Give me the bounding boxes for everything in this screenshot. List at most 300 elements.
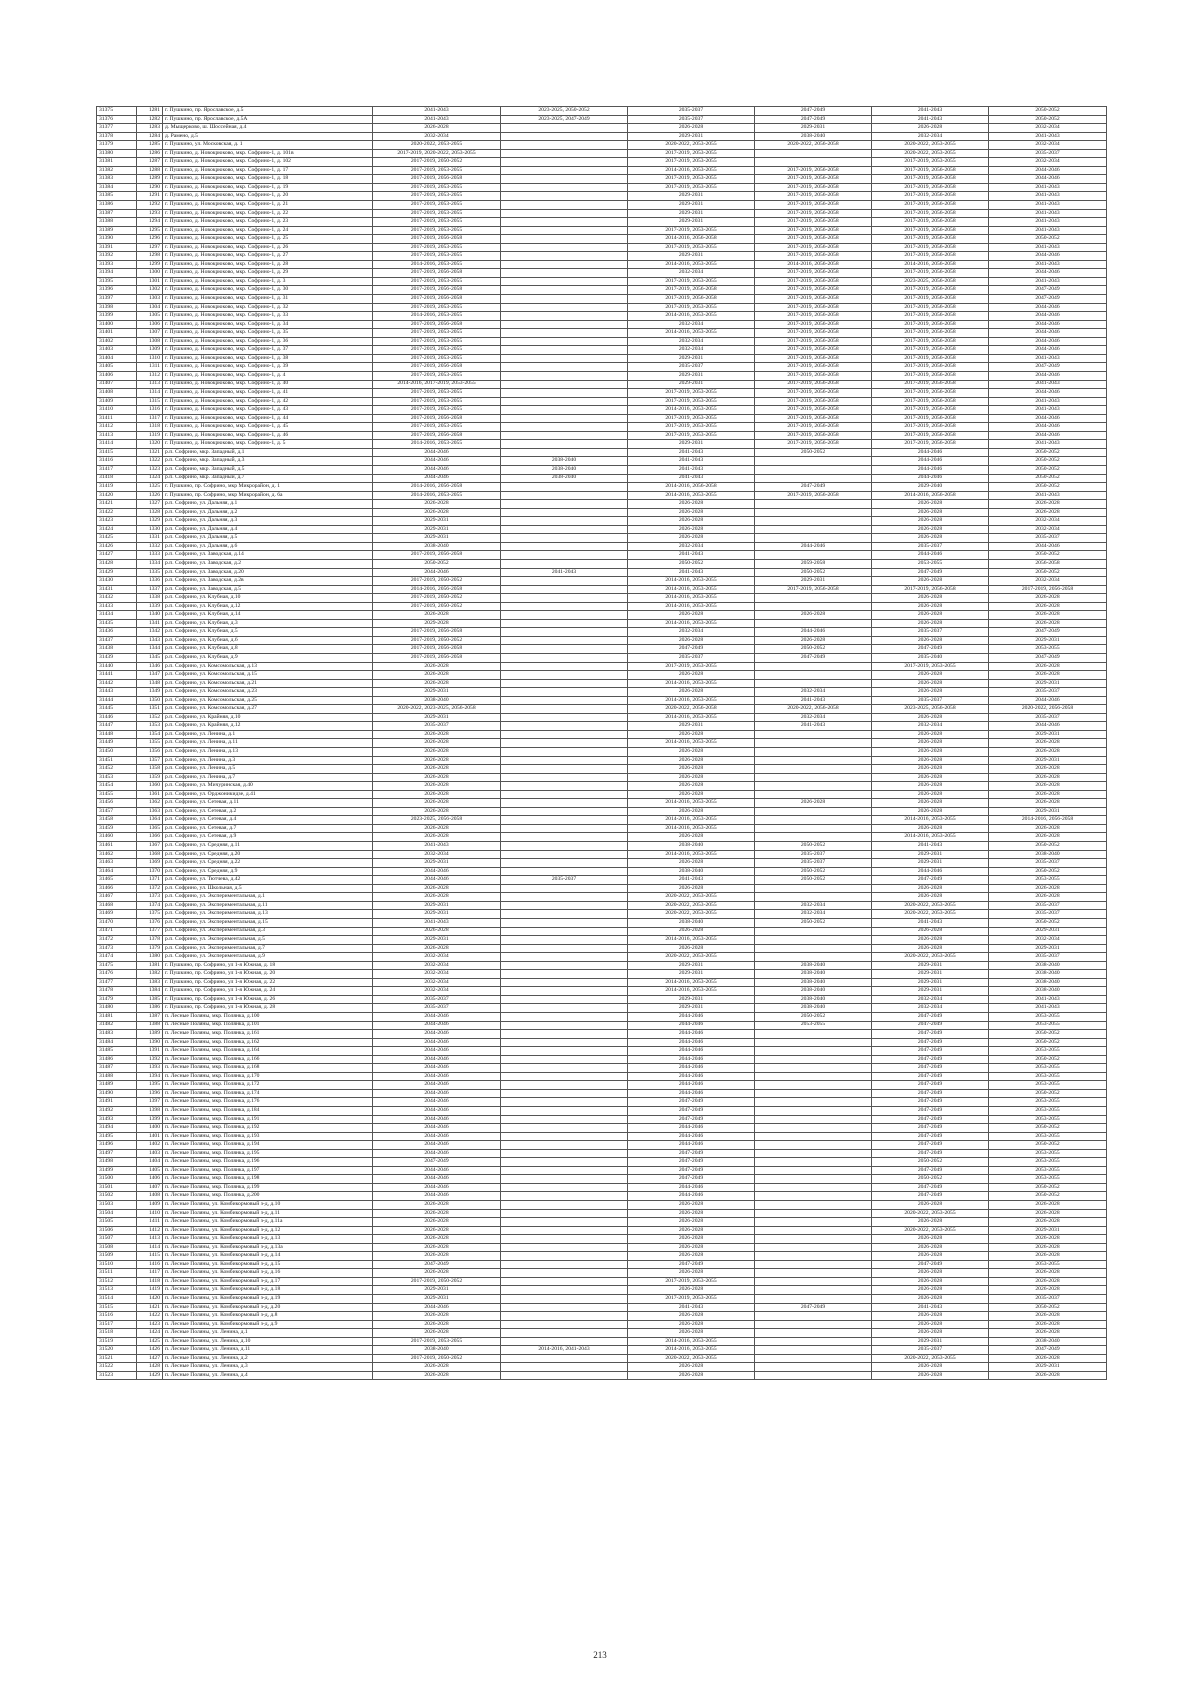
- period-cell-4: [755, 833, 872, 842]
- period-cell-6: 2026-2028: [989, 1320, 1107, 1329]
- address-cell: г. Пушкино, д. Новокрюково, мкр. Софрино-1, д. 5: [163, 440, 373, 449]
- address-cell: п. Лесные Поляны, ул. Комбикормовый з-д, д.20: [163, 1303, 373, 1312]
- period-cell-4: 2017-2019, 2056-2058: [755, 423, 872, 432]
- table-row: [97, 337, 1107, 346]
- period-cell-1: 2026-2028: [373, 1209, 501, 1218]
- period-cell-5: 2017-2019, 2053-2055: [872, 662, 989, 671]
- period-cell-4: 2032-2034: [755, 713, 872, 722]
- period-cell-4: [755, 1260, 872, 1269]
- period-cell-5: 2044-2046: [872, 457, 989, 466]
- period-cell-5: 2041-2043: [872, 107, 989, 116]
- period-cell-4: 2017-2019, 2056-2058: [755, 286, 872, 295]
- period-cell-3: 2026-2028: [628, 1363, 755, 1372]
- repair-schedule-table: [96, 106, 1107, 1380]
- period-cell-3: 2029-2031: [628, 192, 755, 201]
- row-id-cell: 31377: [97, 124, 137, 133]
- row-id-cell: 31504: [97, 1209, 137, 1218]
- period-cell-6: 2026-2028: [989, 799, 1107, 808]
- row-id-cell: 31419: [97, 483, 137, 492]
- table-row: [97, 782, 1107, 791]
- row-id-cell: 31479: [97, 995, 137, 1004]
- period-cell-4: 2038-2040: [755, 132, 872, 141]
- address-cell: р.п. Софрино, ул. Крайняя, д.10: [163, 713, 373, 722]
- period-cell-6: 2044-2046: [989, 320, 1107, 329]
- address-cell: г. Пушкино, д. Новокрюково, мкр. Софрино-1, д. 24: [163, 226, 373, 235]
- item-number-cell: 1404: [137, 1158, 163, 1167]
- row-id-cell: 31446: [97, 713, 137, 722]
- period-cell-4: 2017-2019, 2056-2058: [755, 431, 872, 440]
- period-cell-3: 2017-2019, 2053-2055: [628, 423, 755, 432]
- period-cell-1: 2026-2028: [373, 1320, 501, 1329]
- period-cell-6: 2035-2037: [989, 534, 1107, 543]
- period-cell-4: [755, 1269, 872, 1278]
- address-cell: р.п. Софрино, ул. Мичуринская, д.40: [163, 782, 373, 791]
- period-cell-5: 2029-2031: [872, 970, 989, 979]
- period-cell-2: [501, 192, 628, 201]
- period-cell-2: [501, 542, 628, 551]
- item-number-cell: 1361: [137, 790, 163, 799]
- row-id-cell: 31392: [97, 252, 137, 261]
- period-cell-2: 2041-2043: [501, 568, 628, 577]
- period-cell-4: [755, 773, 872, 782]
- item-number-cell: 1415: [137, 1252, 163, 1261]
- period-cell-5: 2044-2046: [872, 551, 989, 560]
- period-cell-4: 2017-2019, 2056-2058: [755, 380, 872, 389]
- address-cell: р.п. Софрино, ул. Экспериментальная, д.9: [163, 953, 373, 962]
- period-cell-2: [501, 645, 628, 654]
- item-number-cell: 1353: [137, 722, 163, 731]
- period-cell-3: 2047-2049: [628, 1166, 755, 1175]
- table-row: [97, 183, 1107, 192]
- item-number-cell: 1344: [137, 645, 163, 654]
- period-cell-1: 2041-2043: [373, 842, 501, 851]
- period-cell-3: 2041-2043: [628, 465, 755, 474]
- period-cell-6: 2053-2055: [989, 1260, 1107, 1269]
- period-cell-5: 2026-2028: [872, 517, 989, 526]
- period-cell-4: [755, 1030, 872, 1039]
- period-cell-1: 2017-2019, 2050-2052: [373, 1277, 501, 1286]
- address-cell: г. Пушкино, д. Новокрюково, мкр. Софрино-1, д. 36: [163, 337, 373, 346]
- address-cell: п. Лесные Поляны, мкр. Полянка, д.192: [163, 1124, 373, 1133]
- period-cell-3: 2038-2040: [628, 867, 755, 876]
- period-cell-3: 2020-2022, 2053-2055: [628, 953, 755, 962]
- period-cell-4: [755, 158, 872, 167]
- period-cell-2: [501, 1106, 628, 1115]
- period-cell-4: 2032-2034: [755, 688, 872, 697]
- period-cell-6: 2044-2046: [989, 696, 1107, 705]
- period-cell-4: [755, 594, 872, 603]
- table-row: [97, 312, 1107, 321]
- period-cell-6: 2041-2043: [989, 218, 1107, 227]
- period-cell-6: 2017-2019, 2056-2058: [989, 585, 1107, 594]
- item-number-cell: 1303: [137, 295, 163, 304]
- period-cell-3: 2044-2046: [628, 1081, 755, 1090]
- address-cell: г. Пушкино, пр. Ярославское, д.5А: [163, 115, 373, 124]
- row-id-cell: 31498: [97, 1158, 137, 1167]
- period-cell-3: 2026-2028: [628, 1312, 755, 1321]
- row-id-cell: 31438: [97, 645, 137, 654]
- period-cell-6: 2041-2043: [989, 192, 1107, 201]
- period-cell-2: [501, 1269, 628, 1278]
- address-cell: г. Пушкино, д. Новокрюково, мкр. Софрино-1, д. 31: [163, 295, 373, 304]
- period-cell-3: 2029-2031: [628, 252, 755, 261]
- period-cell-2: [501, 277, 628, 286]
- period-cell-1: 2017-2019, 2053-2055: [373, 371, 501, 380]
- period-cell-2: 2038-2040: [501, 474, 628, 483]
- period-cell-4: [755, 953, 872, 962]
- period-cell-6: 2041-2043: [989, 491, 1107, 500]
- row-id-cell: 31430: [97, 577, 137, 586]
- table-row: [97, 568, 1107, 577]
- address-cell: г. Пушкино, д. Новокрюково, мкр. Софрино-1, д. 102: [163, 158, 373, 167]
- period-cell-2: [501, 1158, 628, 1167]
- address-cell: п. Лесные Поляны, мкр. Полянка, д.172: [163, 1081, 373, 1090]
- period-cell-3: 2014-2016, 2053-2055: [628, 312, 755, 321]
- period-cell-4: 2017-2019, 2056-2058: [755, 209, 872, 218]
- address-cell: р.п. Софрино, ул. Комсомольская, д.23: [163, 688, 373, 697]
- row-id-cell: 31443: [97, 688, 137, 697]
- period-cell-2: [501, 226, 628, 235]
- table-row: [97, 824, 1107, 833]
- period-cell-4: 2017-2019, 2056-2058: [755, 201, 872, 210]
- period-cell-4: 2041-2043: [755, 722, 872, 731]
- period-cell-5: 2014-2016, 2053-2055: [872, 833, 989, 842]
- period-cell-4: 2017-2019, 2056-2058: [755, 440, 872, 449]
- period-cell-5: 2047-2049: [872, 1081, 989, 1090]
- item-number-cell: 1405: [137, 1166, 163, 1175]
- period-cell-1: 2017-2019, 2053-2055: [373, 303, 501, 312]
- period-cell-2: [501, 927, 628, 936]
- period-cell-6: 2047-2049: [989, 363, 1107, 372]
- period-cell-3: 2038-2040: [628, 918, 755, 927]
- period-cell-6: 2050-2052: [989, 474, 1107, 483]
- period-cell-2: [501, 1132, 628, 1141]
- period-cell-3: 2026-2028: [628, 1329, 755, 1338]
- address-cell: п. Лесные Поляны, ул. Комбикормовый з-д, д.13: [163, 1235, 373, 1244]
- period-cell-5: 2014-2016, 2056-2058: [872, 260, 989, 269]
- item-number-cell: 1298: [137, 252, 163, 261]
- period-cell-5: 2026-2028: [872, 739, 989, 748]
- period-cell-2: [501, 807, 628, 816]
- period-cell-3: 2017-2019, 2053-2055: [628, 1295, 755, 1304]
- table-row: [97, 1115, 1107, 1124]
- table-row: [97, 1012, 1107, 1021]
- period-cell-2: [501, 1004, 628, 1013]
- period-cell-2: [501, 1295, 628, 1304]
- period-cell-1: 2041-2043: [373, 107, 501, 116]
- address-cell: р.п. Софрино, ул. Крайняя, д.12: [163, 722, 373, 731]
- period-cell-3: 2029-2031: [628, 961, 755, 970]
- period-cell-3: 2044-2046: [628, 1183, 755, 1192]
- address-cell: р.п. Софрино, ул. Заводская, д.14: [163, 551, 373, 560]
- table-row: [97, 1346, 1107, 1355]
- period-cell-5: 2017-2019, 2056-2058: [872, 414, 989, 423]
- item-number-cell: 1282: [137, 115, 163, 124]
- item-number-cell: 1284: [137, 132, 163, 141]
- table-row: [97, 927, 1107, 936]
- table-row: [97, 585, 1107, 594]
- table-row: [97, 329, 1107, 338]
- period-cell-4: 2029-2031: [755, 577, 872, 586]
- period-cell-3: 2026-2028: [628, 1269, 755, 1278]
- period-cell-2: [501, 559, 628, 568]
- period-cell-5: 2017-2019, 2053-2055: [872, 158, 989, 167]
- item-number-cell: 1319: [137, 431, 163, 440]
- period-cell-5: 2026-2028: [872, 611, 989, 620]
- period-cell-4: [755, 465, 872, 474]
- period-cell-3: 2026-2028: [628, 756, 755, 765]
- period-cell-1: 2026-2028: [373, 893, 501, 902]
- period-cell-2: [501, 1286, 628, 1295]
- item-number-cell: 1386: [137, 1004, 163, 1013]
- period-cell-5: 2047-2049: [872, 1124, 989, 1133]
- period-cell-6: 2041-2043: [989, 209, 1107, 218]
- period-cell-5: 2017-2019, 2056-2058: [872, 354, 989, 363]
- period-cell-3: 2029-2031: [628, 440, 755, 449]
- period-cell-1: 2017-2019, 2056-2058: [373, 269, 501, 278]
- table-row: [97, 1166, 1107, 1175]
- row-id-cell: 31505: [97, 1218, 137, 1227]
- item-number-cell: 1398: [137, 1106, 163, 1115]
- period-cell-1: 2026-2028: [373, 730, 501, 739]
- period-cell-6: 2035-2037: [989, 688, 1107, 697]
- period-cell-5: 2047-2049: [872, 1132, 989, 1141]
- page-number: 213: [593, 1650, 607, 1660]
- period-cell-4: [755, 1295, 872, 1304]
- item-number-cell: 1317: [137, 414, 163, 423]
- table-row: [97, 517, 1107, 526]
- address-cell: р.п. Софрино, ул. Экспериментальная, д.11: [163, 901, 373, 910]
- period-cell-2: [501, 636, 628, 645]
- table-row: [97, 1260, 1107, 1269]
- row-id-cell: 31393: [97, 260, 137, 269]
- period-cell-3: 2035-2037: [628, 654, 755, 663]
- period-cell-4: [755, 756, 872, 765]
- period-cell-1: 2014-2016, 2056-2058: [373, 585, 501, 594]
- address-cell: п. Лесные Поляны, ул. Ленина, д.2: [163, 1354, 373, 1363]
- table-row: [97, 474, 1107, 483]
- period-cell-3: 2035-2037: [628, 363, 755, 372]
- period-cell-2: [501, 1098, 628, 1107]
- row-id-cell: 31431: [97, 585, 137, 594]
- address-cell: р.п. Софрино, мкр. Западный, д.3: [163, 457, 373, 466]
- period-cell-3: 2017-2019, 2053-2055: [628, 149, 755, 158]
- period-cell-2: [501, 995, 628, 1004]
- row-id-cell: 31517: [97, 1320, 137, 1329]
- item-number-cell: 1362: [137, 799, 163, 808]
- period-cell-3: 2014-2016, 2056-2058: [628, 483, 755, 492]
- period-cell-4: 2017-2019, 2056-2058: [755, 252, 872, 261]
- period-cell-6: 2014-2016, 2056-2058: [989, 816, 1107, 825]
- period-cell-4: 2038-2040: [755, 970, 872, 979]
- period-cell-2: [501, 816, 628, 825]
- period-cell-1: 2044-2046: [373, 1089, 501, 1098]
- row-id-cell: 31382: [97, 166, 137, 175]
- period-cell-1: 2029-2031: [373, 1286, 501, 1295]
- period-cell-5: 2026-2028: [872, 636, 989, 645]
- row-id-cell: 31391: [97, 243, 137, 252]
- address-cell: р.п. Софрино, ул. Клубная, д.10: [163, 594, 373, 603]
- address-cell: р.п. Софрино, ул. Средняя, д.22: [163, 859, 373, 868]
- period-cell-6: 2047-2049: [989, 295, 1107, 304]
- period-cell-4: [755, 944, 872, 953]
- table-row: [97, 107, 1107, 116]
- period-cell-5: 2026-2028: [872, 525, 989, 534]
- period-cell-4: 2050-2052: [755, 918, 872, 927]
- period-cell-4: 2035-2037: [755, 859, 872, 868]
- item-number-cell: 1306: [137, 320, 163, 329]
- period-cell-2: [501, 551, 628, 560]
- period-cell-3: 2026-2028: [628, 508, 755, 517]
- item-number-cell: 1299: [137, 260, 163, 269]
- table-row: [97, 277, 1107, 286]
- item-number-cell: 1348: [137, 679, 163, 688]
- period-cell-4: [755, 1055, 872, 1064]
- period-cell-2: [501, 380, 628, 389]
- period-cell-6: 2044-2046: [989, 389, 1107, 398]
- period-cell-2: [501, 209, 628, 218]
- period-cell-2: [501, 748, 628, 757]
- table-row: [97, 551, 1107, 560]
- period-cell-1: 2017-2019, 2053-2055: [373, 183, 501, 192]
- period-cell-6: 2026-2028: [989, 619, 1107, 628]
- period-cell-6: 2050-2052: [989, 918, 1107, 927]
- period-cell-5: 2017-2019, 2056-2058: [872, 175, 989, 184]
- period-cell-1: 2044-2046: [373, 1149, 501, 1158]
- address-cell: г. Пушкино, д. Новокрюково, мкр. Софрино-1, д. 18: [163, 175, 373, 184]
- table-row: [97, 867, 1107, 876]
- period-cell-6: 2050-2052: [989, 867, 1107, 876]
- address-cell: п. Лесные Поляны, ул. Комбикормовый з-д, д.17: [163, 1277, 373, 1286]
- address-cell: г. Пушкино, д. Новокрюково, мкр. Софрино-1, д. 37: [163, 346, 373, 355]
- period-cell-6: 2041-2043: [989, 132, 1107, 141]
- address-cell: р.п. Софрино, ул. Ленина, д.3: [163, 756, 373, 765]
- table-row: [97, 380, 1107, 389]
- period-cell-5: 2026-2028: [872, 1363, 989, 1372]
- address-cell: г. Пушкино, д. Новокрюково, мкр. Софрино-1, д. 28: [163, 260, 373, 269]
- period-cell-6: 2038-2040: [989, 961, 1107, 970]
- row-id-cell: 31481: [97, 1012, 137, 1021]
- table-row: [97, 850, 1107, 859]
- address-cell: г. Пушкино, д. Новокрюково, мкр. Софрино-1, д. 43: [163, 406, 373, 415]
- period-cell-5: 2032-2034: [872, 995, 989, 1004]
- period-cell-3: 2026-2028: [628, 1252, 755, 1261]
- item-number-cell: 1333: [137, 551, 163, 560]
- period-cell-6: 2050-2052: [989, 115, 1107, 124]
- period-cell-2: [501, 1201, 628, 1210]
- period-cell-5: 2017-2019, 2056-2058: [872, 389, 989, 398]
- period-cell-2: [501, 1072, 628, 1081]
- period-cell-1: 2014-2016, 2017-2019, 2053-2055: [373, 380, 501, 389]
- period-cell-3: 2032-2034: [628, 628, 755, 637]
- period-cell-1: 2044-2046: [373, 465, 501, 474]
- period-cell-4: [755, 824, 872, 833]
- table-row: [97, 619, 1107, 628]
- period-cell-4: 2035-2037: [755, 850, 872, 859]
- row-id-cell: 31507: [97, 1235, 137, 1244]
- period-cell-2: [501, 1124, 628, 1133]
- row-id-cell: 31380: [97, 149, 137, 158]
- period-cell-3: 2044-2046: [628, 1021, 755, 1030]
- item-number-cell: 1314: [137, 389, 163, 398]
- period-cell-6: 2044-2046: [989, 371, 1107, 380]
- period-cell-5: 2026-2028: [872, 1371, 989, 1380]
- row-id-cell: 31397: [97, 295, 137, 304]
- period-cell-1: 2017-2019, 2056-2058: [373, 363, 501, 372]
- period-cell-1: 2017-2019, 2053-2055: [373, 1337, 501, 1346]
- period-cell-3: 2017-2019, 2056-2058: [628, 286, 755, 295]
- row-id-cell: 31472: [97, 936, 137, 945]
- table-row: [97, 1124, 1107, 1133]
- item-number-cell: 1312: [137, 371, 163, 380]
- period-cell-6: 2026-2028: [989, 790, 1107, 799]
- table-row: [97, 1295, 1107, 1304]
- item-number-cell: 1401: [137, 1132, 163, 1141]
- table-row: [97, 799, 1107, 808]
- period-cell-3: 2026-2028: [628, 782, 755, 791]
- period-cell-2: [501, 799, 628, 808]
- item-number-cell: 1331: [137, 534, 163, 543]
- period-cell-3: 2017-2019, 2053-2055: [628, 158, 755, 167]
- item-number-cell: 1371: [137, 876, 163, 885]
- period-cell-2: [501, 910, 628, 919]
- period-cell-1: 2044-2046: [373, 1047, 501, 1056]
- period-cell-3: 2047-2049: [628, 1260, 755, 1269]
- item-number-cell: 1408: [137, 1192, 163, 1201]
- item-number-cell: 1412: [137, 1226, 163, 1235]
- period-cell-2: [501, 884, 628, 893]
- period-cell-1: 2026-2028: [373, 739, 501, 748]
- period-cell-2: [501, 1081, 628, 1090]
- period-cell-2: [501, 893, 628, 902]
- item-number-cell: 1357: [137, 756, 163, 765]
- period-cell-6: 2044-2046: [989, 303, 1107, 312]
- item-number-cell: 1339: [137, 602, 163, 611]
- address-cell: р.п. Софрино, ул. Ленина, д.7: [163, 773, 373, 782]
- period-cell-6: 2035-2037: [989, 901, 1107, 910]
- period-cell-1: 2026-2028: [373, 1312, 501, 1321]
- item-number-cell: 1345: [137, 654, 163, 663]
- period-cell-1: 2044-2046: [373, 867, 501, 876]
- period-cell-5: 2026-2028: [872, 807, 989, 816]
- table-sheet: [96, 106, 1106, 1574]
- period-cell-1: 2026-2028: [373, 799, 501, 808]
- period-cell-5: 2026-2028: [872, 944, 989, 953]
- period-cell-4: [755, 662, 872, 671]
- address-cell: д. Рамено, д.5: [163, 132, 373, 141]
- period-cell-5: 2047-2049: [872, 645, 989, 654]
- row-id-cell: 31519: [97, 1337, 137, 1346]
- period-cell-6: 2053-2055: [989, 1064, 1107, 1073]
- period-cell-2: 2038-2040: [501, 465, 628, 474]
- period-cell-4: [755, 816, 872, 825]
- period-cell-2: [501, 218, 628, 227]
- item-number-cell: 1318: [137, 423, 163, 432]
- period-cell-5: 2020-2022, 2053-2055: [872, 141, 989, 150]
- period-cell-1: 2026-2028: [373, 124, 501, 133]
- period-cell-1: 2044-2046: [373, 1183, 501, 1192]
- period-cell-5: 2017-2019, 2056-2058: [872, 337, 989, 346]
- period-cell-6: 2053-2055: [989, 876, 1107, 885]
- table-row: [97, 1021, 1107, 1030]
- period-cell-2: [501, 141, 628, 150]
- period-cell-3: 2041-2043: [628, 448, 755, 457]
- period-cell-2: [501, 440, 628, 449]
- period-cell-1: 2026-2028: [373, 1371, 501, 1380]
- period-cell-4: 2020-2022, 2056-2058: [755, 141, 872, 150]
- address-cell: г. Пушкино, д. Новокрюково, мкр. Софрино-1, д. 44: [163, 414, 373, 423]
- item-number-cell: 1394: [137, 1072, 163, 1081]
